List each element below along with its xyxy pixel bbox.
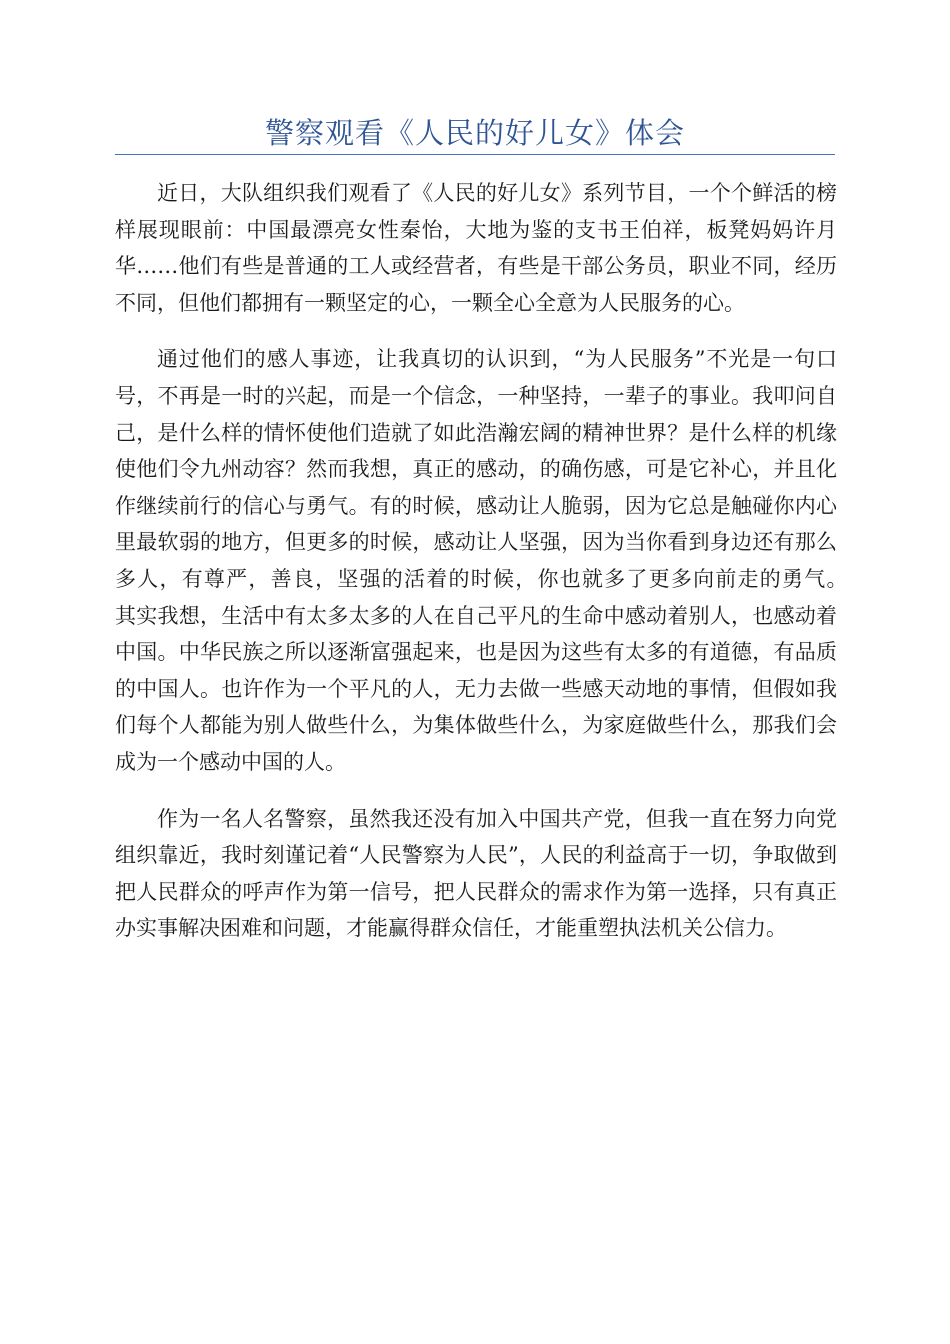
document-title: 警察观看《人民的好儿女》体会 [264, 116, 685, 150]
paragraph-3: 作为一名人名警察，虽然我还没有加入中国共产党，但我一直在努力向党组织靠近，我时刻谨记着“人民警察为人民”，人民的利益高于一切，争取做到把人民群众的呼声作为第一信号，把人民群众的需求作为第一选择，只有真正办实事解决困难和问题，才能赢得群众信任，才能重塑执法机关公信力。 [115, 806, 837, 941]
document-body [115, 175, 879, 967]
title-underline [115, 154, 835, 155]
paragraph-2: 通过他们的感人事迹，让我真切的认识到，“为人民服务”不光是一句口号，不再是一时的兴起，而是一个信念，一种坚持，一辈子的事业。我叩问自己，是什么样的情怀使他们造就了如此浩瀚宏阔的精神世界？是什么样的机缘使他们令九州动容？然而我想，真正的感动，的确伤感，可是它补心，并且化作继续前行的信心与勇气。有的时候，感动让人脆弱，因为它总是触碰你内心里最软弱的地方，但更多的时候，感动让人坚强，因为当你看到身边还有那么多人，有尊严，善良，坚强的活着的时候，你也就多了更多向前走的勇气。 其实我想，生活中有太多太多的人在自己平凡的生命中感动着别人，也感动着中国。中华民族之所以逐渐富强起来，也是因为这些有太多的有道德，有品质的中国人。也许作为一个平凡的人，无力去做一些感天动地的事情，但假如我们每个人都能为别人做些什么，为集体做些什么，为家庭做些什么，那我们会成为一个感动中国的人。 [115, 347, 879, 774]
paragraph-1: 近日，大队组织我们观看了《人民的好儿女》系列节目，一个个鲜活的榜样展现眼前：中国最漂亮女性秦怡，大地为鉴的支书王伯祥，板凳妈妈许月华……他们有些是普通的工人或经营者，有些是干部公务员，职业不同，经历不同，但他们都拥有一颗坚定的心，一颗全心全意为人民服务的心。 [115, 181, 837, 315]
